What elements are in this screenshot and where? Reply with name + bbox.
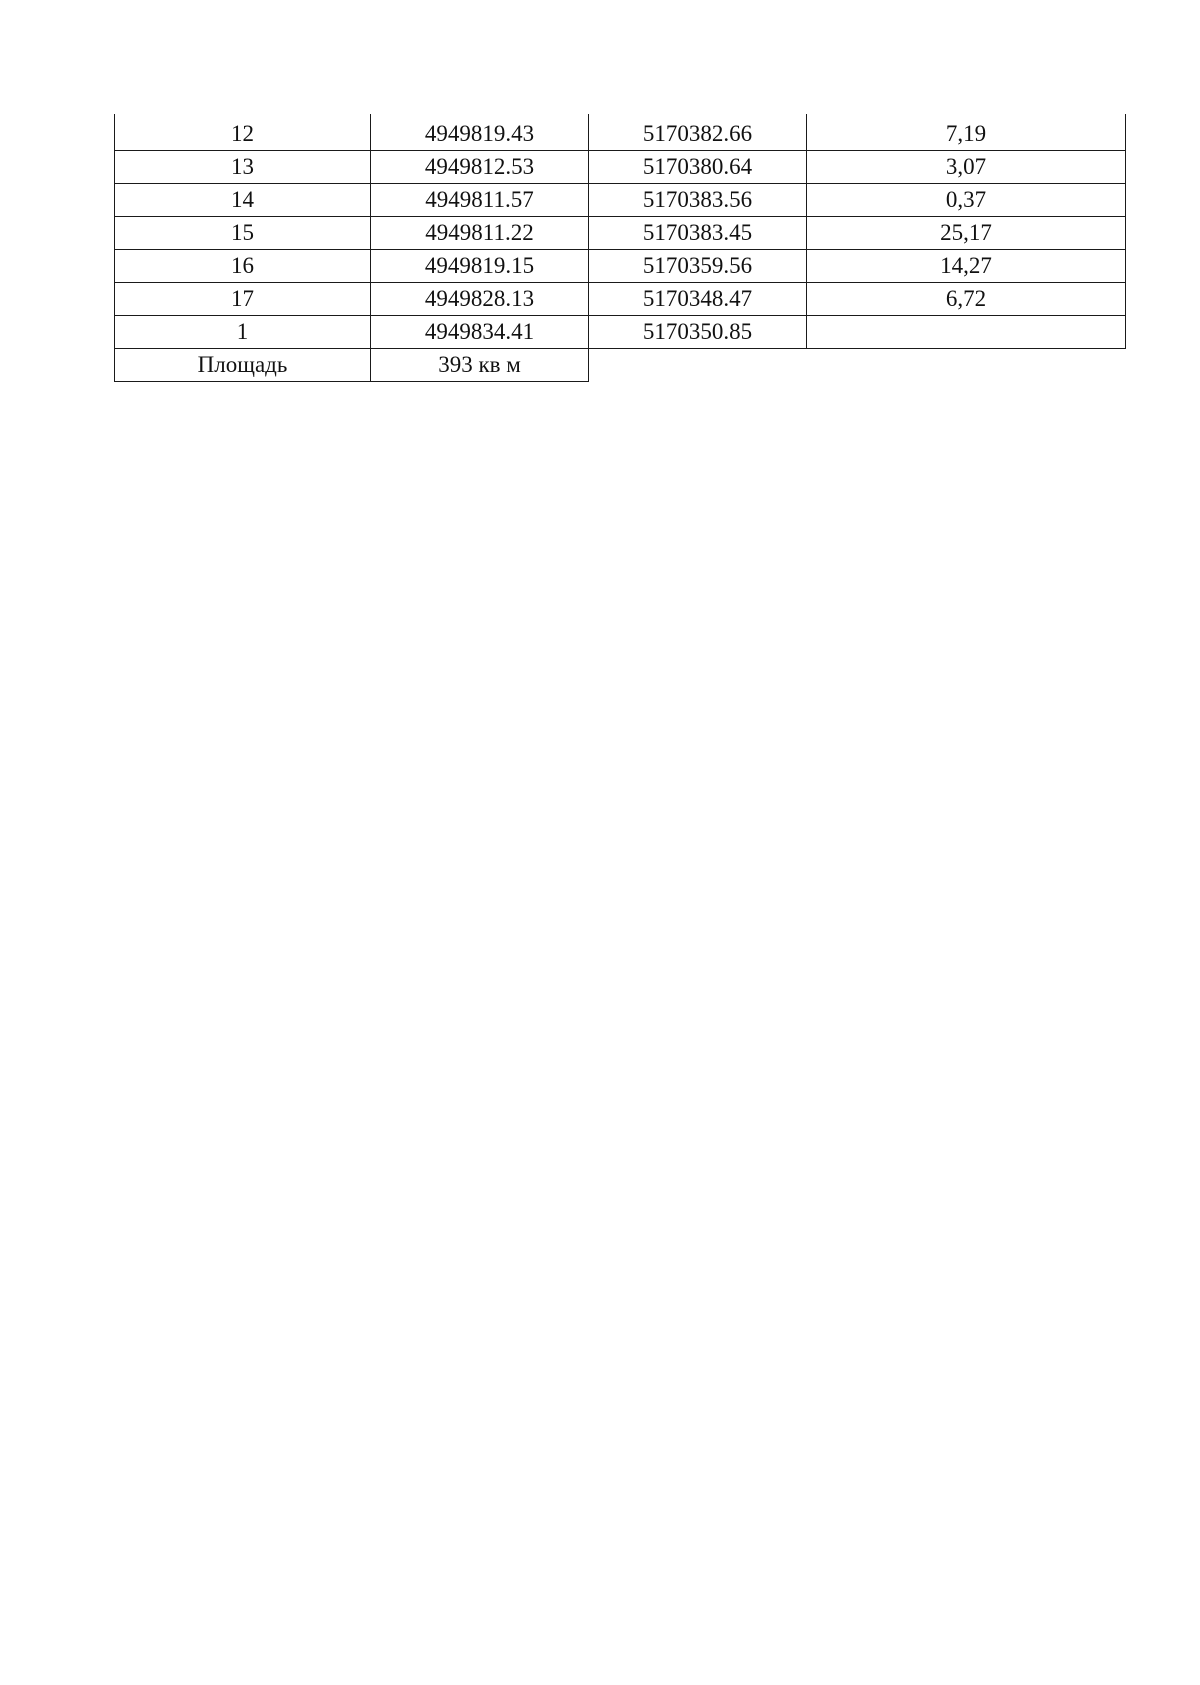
table-row	[115, 184, 1126, 217]
y-coordinate-cell: 5170359.56	[589, 250, 807, 283]
segment-length-cell: 0,37	[807, 184, 1126, 217]
y-coordinate-cell: 5170350.85	[589, 316, 807, 349]
y-coordinate-cell: 5170380.64	[589, 151, 807, 184]
x-coordinate-cell: 4949812.53	[371, 151, 589, 184]
table-row	[115, 283, 1126, 316]
point-number-cell: 17	[115, 283, 371, 316]
area-row	[115, 349, 1126, 382]
table-row	[115, 316, 1126, 349]
segment-length-cell: 7,19	[807, 114, 1126, 151]
point-number-cell: 16	[115, 250, 371, 283]
point-number-cell: 12	[115, 114, 371, 151]
x-coordinate-cell: 4949834.41	[371, 316, 589, 349]
segment-length-cell: 3,07	[807, 151, 1126, 184]
x-coordinate-cell: 4949828.13	[371, 283, 589, 316]
y-coordinate-cell: 5170383.56	[589, 184, 807, 217]
point-number-cell: 15	[115, 217, 371, 250]
segment-length-cell: 6,72	[807, 283, 1126, 316]
segment-length-cell: 14,27	[807, 250, 1126, 283]
empty-space	[589, 349, 1126, 382]
x-coordinate-cell: 4949819.15	[371, 250, 589, 283]
y-coordinate-cell: 5170382.66	[589, 114, 807, 151]
coordinates-table	[114, 114, 1126, 382]
point-number-cell: 1	[115, 316, 371, 349]
x-coordinate-cell: 4949811.22	[371, 217, 589, 250]
x-coordinate-cell: 4949819.43	[371, 114, 589, 151]
table-row	[115, 114, 1126, 151]
point-number-cell: 13	[115, 151, 371, 184]
point-number-cell: 14	[115, 184, 371, 217]
y-coordinate-cell: 5170348.47	[589, 283, 807, 316]
x-coordinate-cell: 4949811.57	[371, 184, 589, 217]
table-row	[115, 250, 1126, 283]
segment-length-cell	[807, 316, 1126, 349]
area-value-cell: 393 кв м	[371, 349, 589, 382]
table-row	[115, 151, 1126, 184]
area-label-cell: Площадь	[115, 349, 371, 382]
y-coordinate-cell: 5170383.45	[589, 217, 807, 250]
segment-length-cell: 25,17	[807, 217, 1126, 250]
table-row	[115, 217, 1126, 250]
